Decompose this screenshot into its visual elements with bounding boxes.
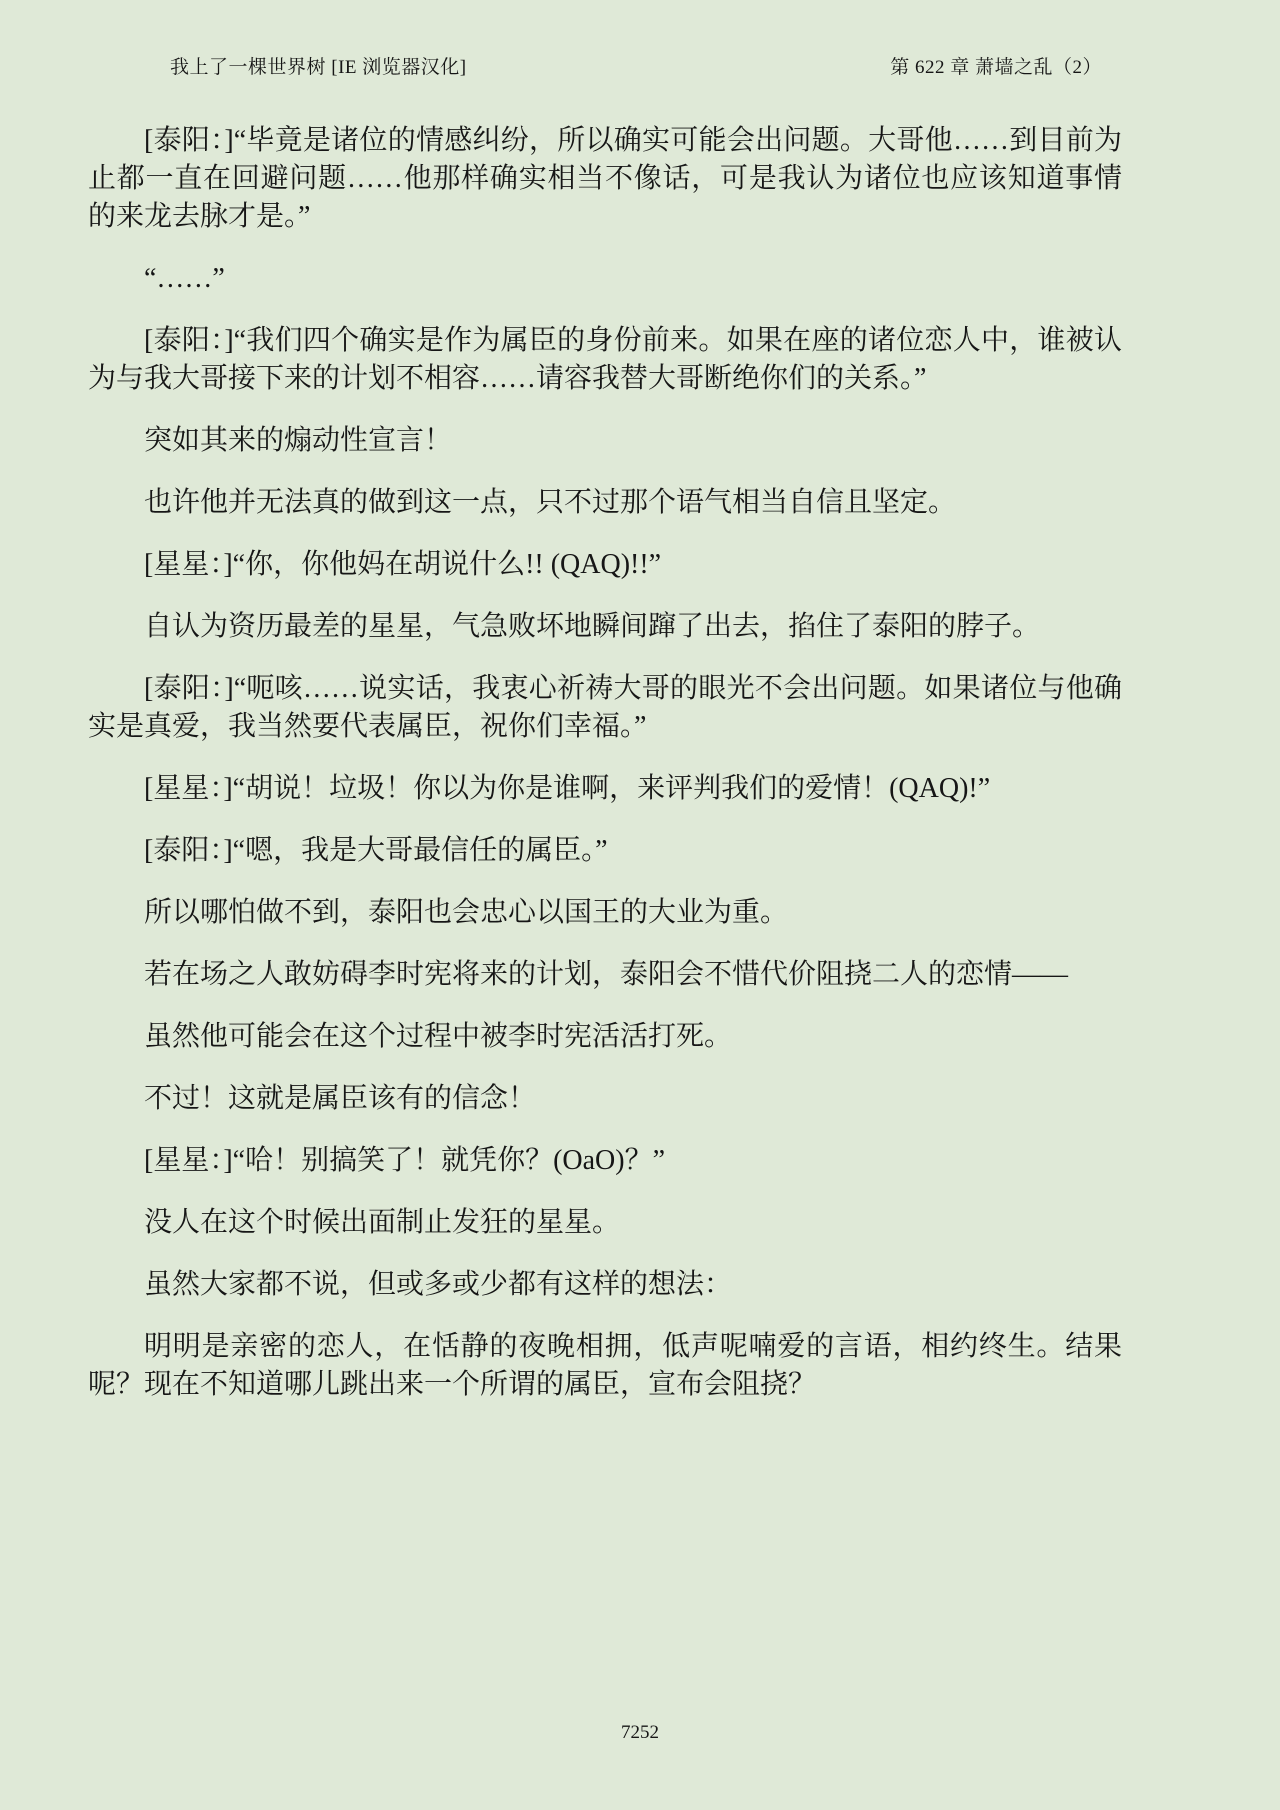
paragraph: 明明是亲密的恋人，在恬静的夜晚相拥，低声呢喃爱的言语，相约终生。结果呢？现在不知道哪儿跳出来一个所谓的属臣，宣布会阻挠？: [88, 1331, 1122, 1400]
paragraph: [星星：]“胡说！垃圾！你以为你是谁啊，来评判我们的爱情！(QAQ)!”: [144, 773, 991, 804]
page-header: [170, 52, 1102, 79]
paragraph: 不过！这就是属臣该有的信念！: [144, 1083, 537, 1114]
page-footer: [0, 1722, 1280, 1744]
paragraph: 突如其来的煽动性宣言！: [144, 425, 453, 456]
paragraph: 自认为资历最差的星星，气急败坏地瞬间蹿了出去，掐住了泰阳的脖子。: [144, 611, 1041, 642]
paragraph: [泰阳：]“毕竟是诸位的情感纠纷，所以确实可能会出问题。大哥他……到目前为止都一直在回避问题……他那样确实相当不像话，可是我认为诸位也应该知道事情的来龙去脉才是。”: [88, 125, 1122, 232]
paragraph: [星星：]“哈！别搞笑了！就凭你？(OaO)？”: [144, 1145, 666, 1176]
paragraph: [星星：]“你，你他妈在胡说什么!! (QAQ)!!”: [144, 549, 662, 580]
page-number: 7252: [621, 1722, 659, 1743]
paragraph: “……”: [144, 263, 225, 294]
paragraph: [泰阳：]“呃咳……说实话，我衷心祈祷大哥的眼光不会出问题。如果诸位与他确实是真爱，我当然要代表属臣，祝你们幸福。”: [88, 673, 1122, 742]
paragraph: 若在场之人敢妨碍李时宪将来的计划，泰阳会不惜代价阻挠二人的恋情——: [144, 959, 1069, 990]
book-title: 我上了一棵世界树 [IE 浏览器汉化]: [170, 57, 467, 78]
chapter-title: 第 622 章 萧墙之乱（2）: [890, 57, 1102, 78]
paragraph: 虽然他可能会在这个过程中被李时宪活活打死。: [144, 1021, 733, 1052]
page-body: [88, 122, 1122, 1428]
paragraph: [泰阳：]“嗯，我是大哥最信任的属臣。”: [144, 835, 608, 866]
paragraph: [泰阳：]“我们四个确实是作为属臣的身份前来。如果在座的诸位恋人中，谁被认为与我大哥接下来的计划不相容……请容我替大哥断绝你们的关系。”: [88, 325, 1122, 394]
paragraph: 虽然大家都不说，但或多或少都有这样的想法：: [144, 1269, 733, 1300]
paragraph: 没人在这个时候出面制止发狂的星星。: [144, 1207, 621, 1238]
paragraph: 也许他并无法真的做到这一点，只不过那个语气相当自信且坚定。: [144, 487, 957, 518]
paragraph: 所以哪怕做不到，泰阳也会忠心以国王的大业为重。: [144, 897, 789, 928]
